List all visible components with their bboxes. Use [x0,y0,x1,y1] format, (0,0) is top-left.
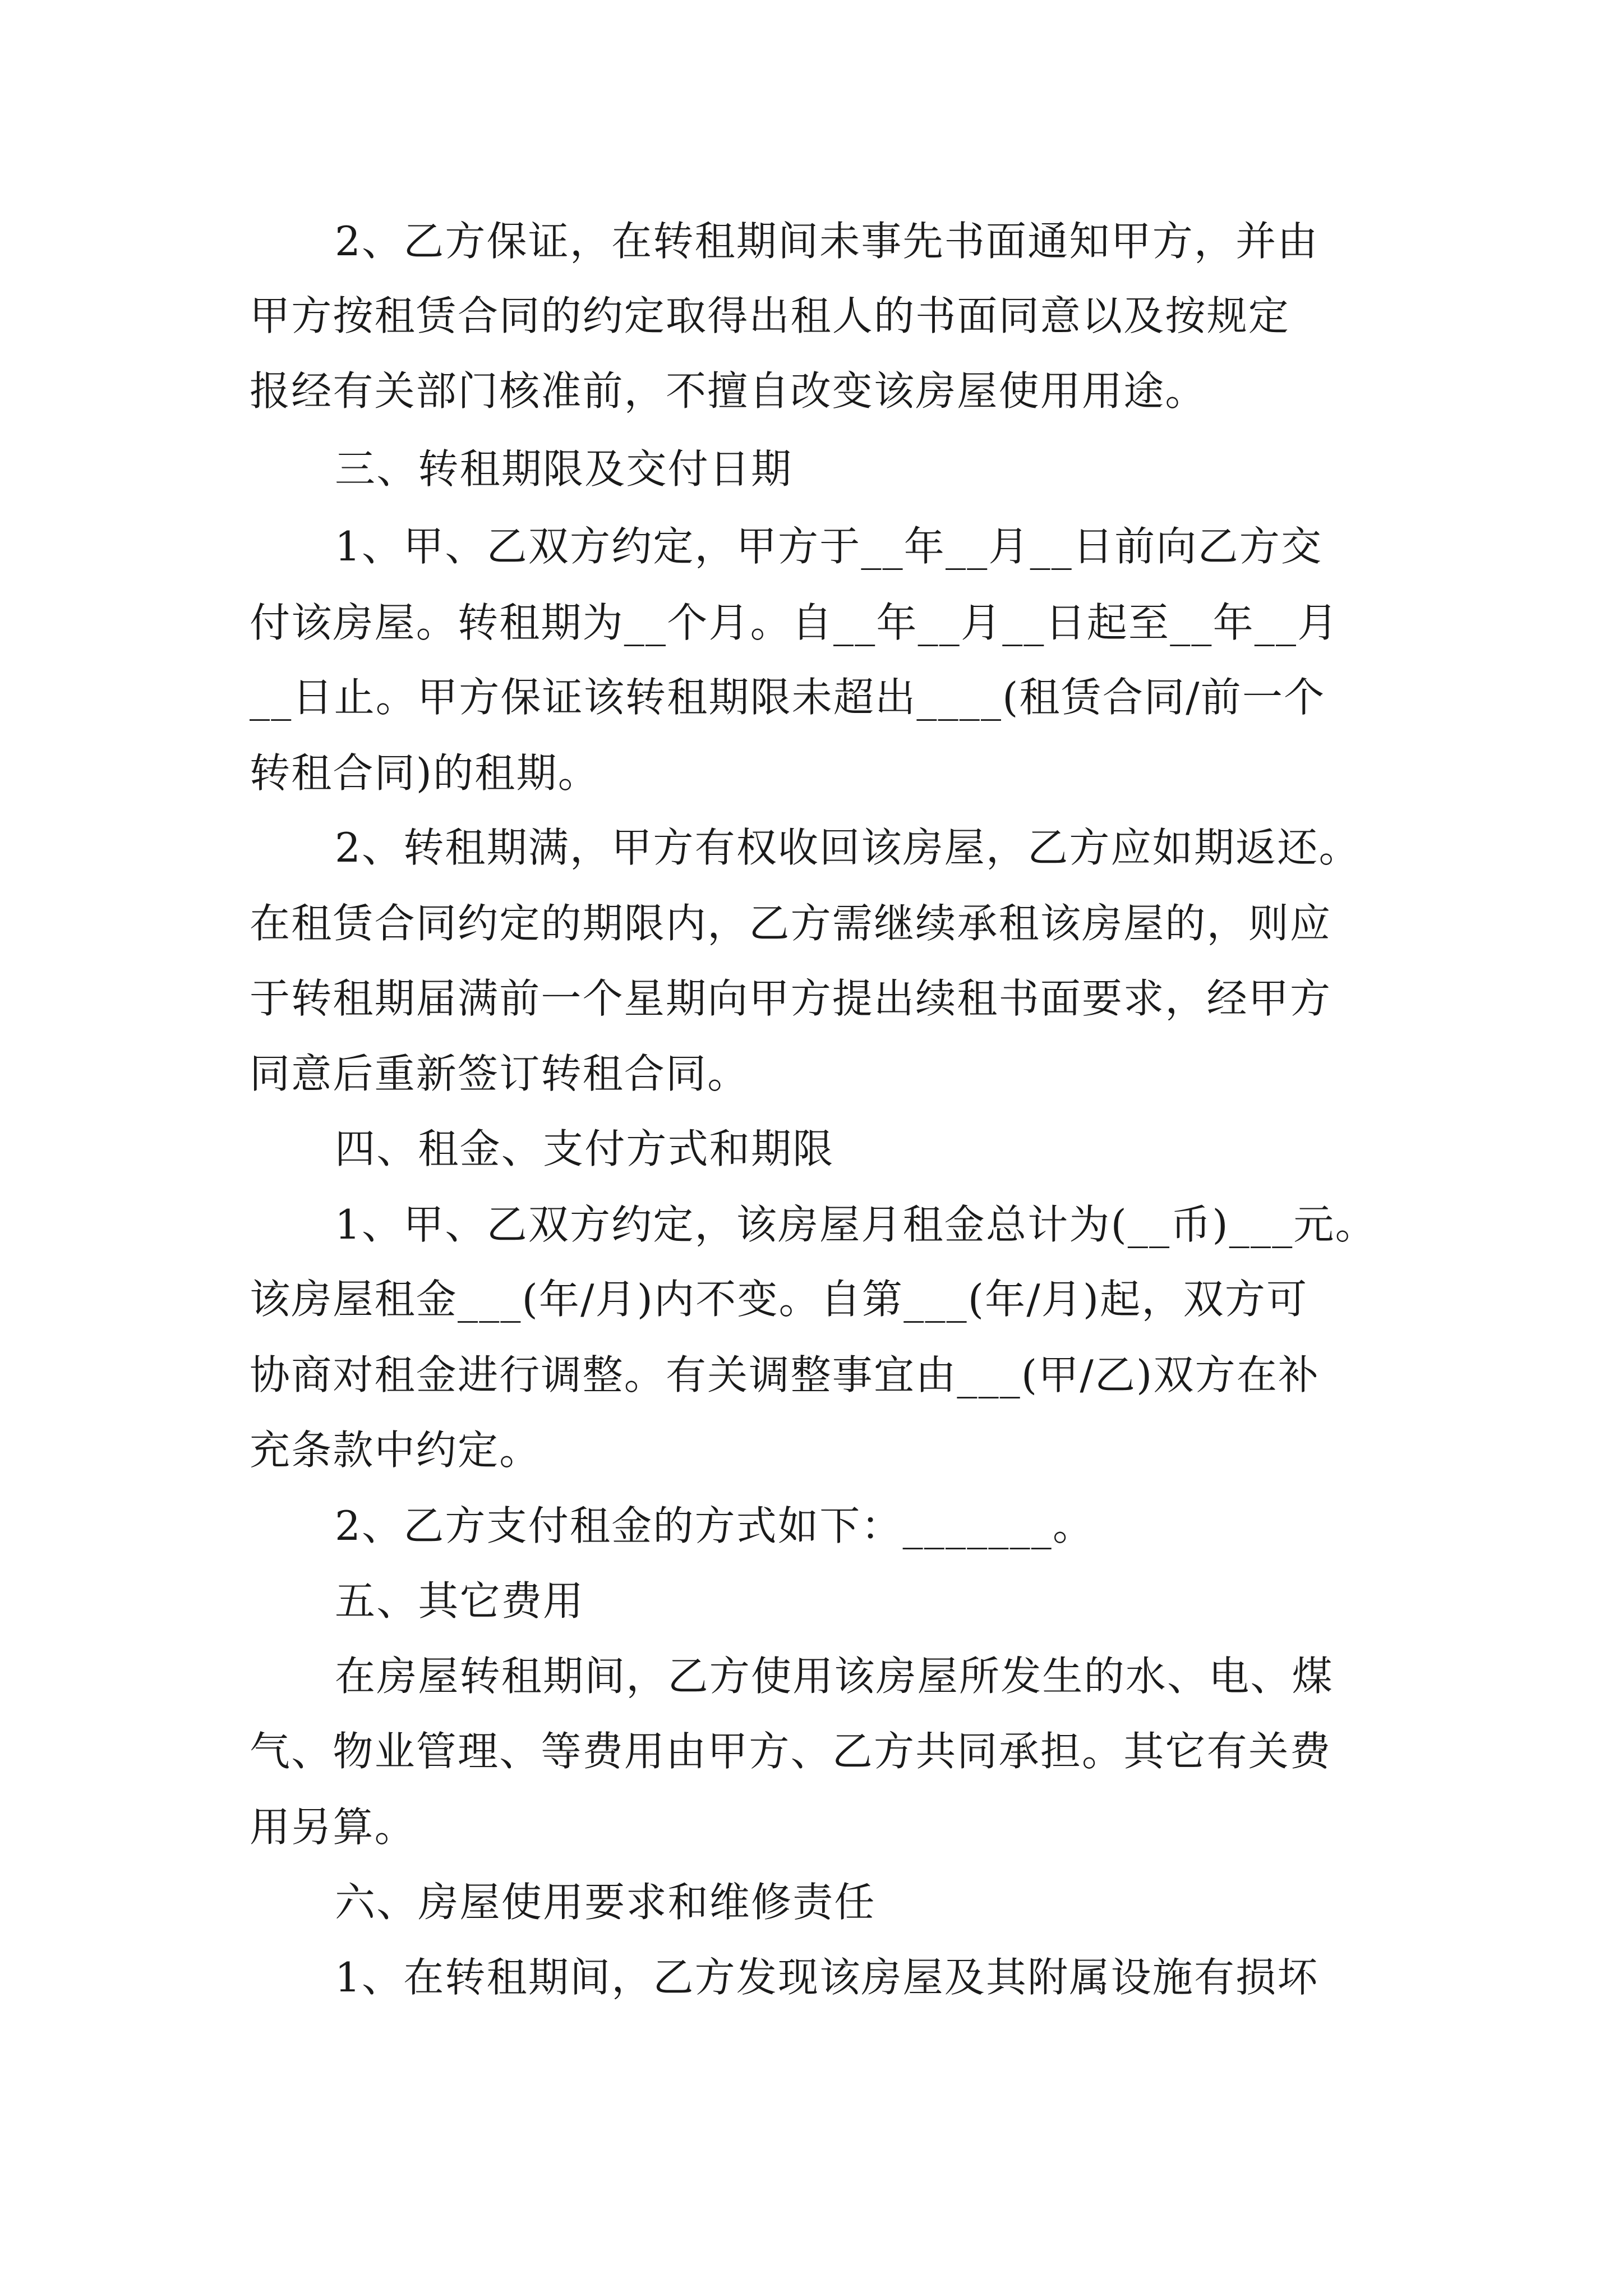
paragraph-line: 于转租期届满前一个星期向甲方提出续租书面要求，经甲方 [250,975,1332,1022]
paragraph-line: 2、转租期满，甲方有权收回该房屋，乙方应如期返还。 [335,824,1361,871]
paragraph-line: 付该房屋。转租期为__个月。自__年__月__日起至__年__月 [250,599,1339,646]
paragraph-line: 在租赁合同约定的期限内，乙方需继续承租该房屋的，则应 [250,900,1332,947]
section-heading: 六、房屋使用要求和维修责任 [335,1879,876,1926]
paragraph-line: 同意后重新签订转租合同。 [250,1050,749,1097]
paragraph-line: 气、物业管理、等费用由甲方、乙方共同承担。其它有关费 [250,1728,1332,1775]
paragraph-line: __日止。甲方保证该转租期限未超出____(租赁合同/前一个 [250,674,1326,721]
section-heading: 五、其它费用 [335,1577,585,1625]
paragraph-line: 甲方按租赁合同的约定取得出租人的书面同意以及按规定 [250,292,1290,339]
paragraph-line: 在房屋转租期间，乙方使用该房屋所发生的水、电、煤 [335,1653,1334,1700]
paragraph-line: 2、乙方保证，在转租期间未事先书面通知甲方，并由 [335,218,1319,265]
paragraph-line: 1、甲、乙双方约定，该房屋月租金总计为(__币)___元。 [335,1201,1377,1248]
section-heading: 三、转租期限及交付日期 [335,445,793,493]
paragraph-line: 充条款中约定。 [250,1427,541,1474]
paragraph-line: 报经有关部门核准前，不擅自改变该房屋使用用途。 [250,367,1207,415]
paragraph-line: 协商对租金进行调整。有关调整事宜由___(甲/乙)双方在补 [250,1351,1320,1398]
paragraph-line: 1、在转租期间，乙方发现该房屋及其附属设施有损坏 [335,1954,1319,2001]
paragraph-line: 该房屋租金___(年/月)内不变。自第___(年/月)起，双方可 [250,1276,1308,1323]
paragraph-line: 2、乙方支付租金的方式如下：_______。 [335,1502,1095,1549]
section-heading: 四、租金、支付方式和期限 [335,1125,834,1172]
paragraph-line: 转租合同)的租期。 [250,749,600,797]
paragraph-line: 1、甲、乙双方约定，甲方于__年__月__日前向乙方交 [335,523,1323,570]
paragraph-line: 用另算。 [250,1803,416,1851]
